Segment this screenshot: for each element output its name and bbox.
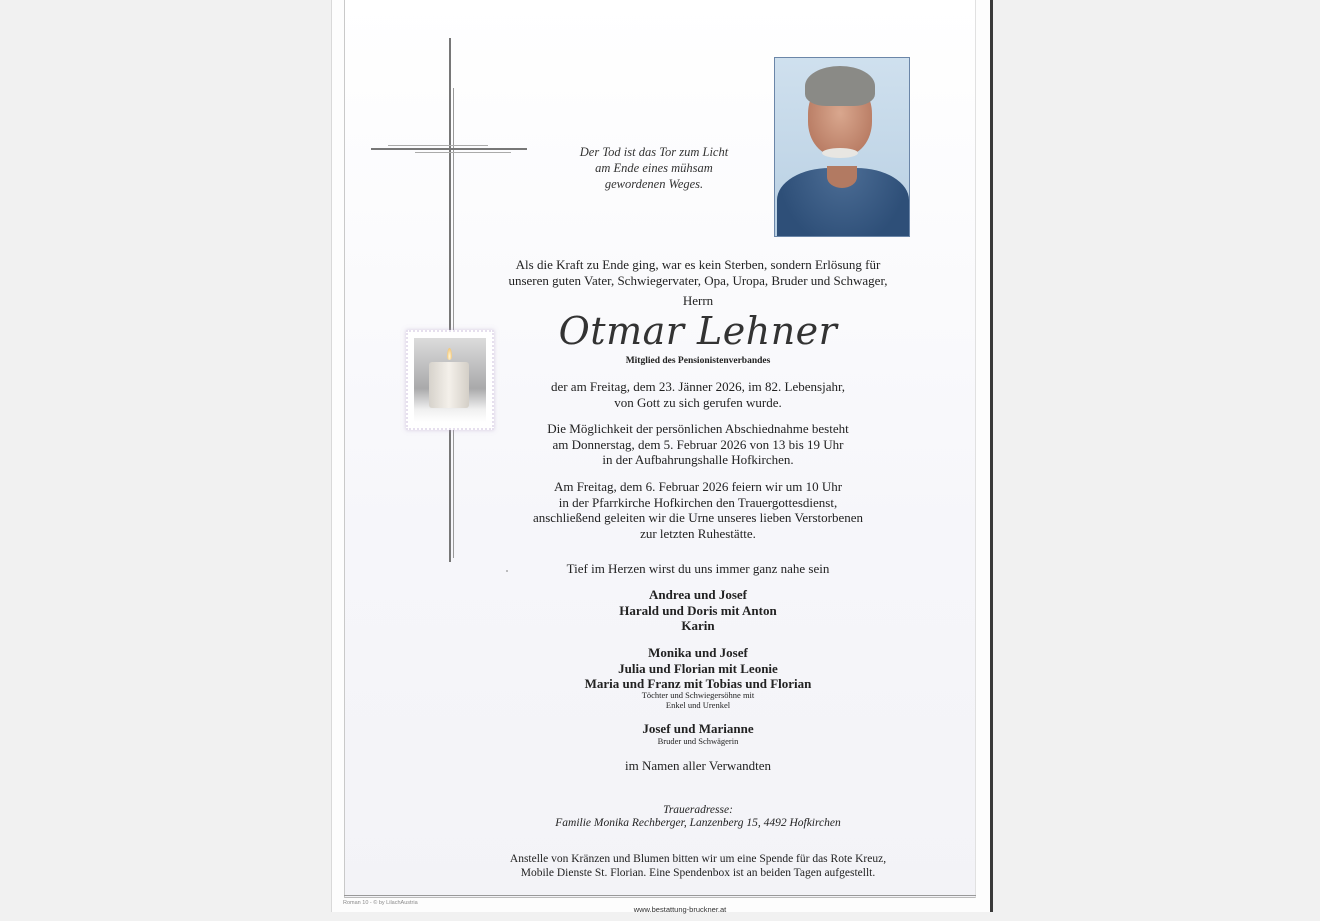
website-link[interactable]: www.bestattung-bruckner.at [633,905,727,914]
family-group-2: Monika und Josef Julia und Florian mit Leonie Maria und Franz mit Tobias und Florian [584,645,812,691]
membership: Mitglied des Pensionistenverbandes [625,356,771,366]
memorial-quote: Der Tod ist das Tor zum Licht am Ende eines mühsam gewordenen Weges. [579,145,729,191]
deceased-name: Otmar Lehner [558,309,838,353]
family-group-1: Andrea und Josef Harald und Doris mit Anton Karin [619,587,777,633]
donation-request: Anstelle von Kränzen und Blumen bitten wir um eine Spende für das Rote Kreuz, Mobile Dienste St. Florian. Eine Spendenbox ist an beiden Tagen aufgestellt. [509,853,887,879]
template-credit: Roman 10 - © by LilachAustria [343,900,418,906]
address-label: Traueradresse: [663,804,733,816]
bottom-rule [344,895,976,896]
family-group-3-relation: Bruder und Schwägerin [657,736,739,746]
mourning-address: Familie Monika Rechberger, Lanzenberg 15, 4492 Hofkirchen [555,817,841,829]
intro-text: Als die Kraft zu Ende ging, war es kein Sterben, sondern Erlösung für unseren guten Vater, Schwiegervater, Opa, Uropa, Bruder und Schwager, [508,257,888,288]
closing-line: Tief im Herzen wirst du uns immer ganz nahe sein [566,561,830,576]
salutation: Herrn [682,293,714,308]
portrait-photo [774,57,910,237]
viewing-info: Die Möglichkeit der persönlichen Abschiednahme besteht am Donnerstag, dem 5. Februar 2026 von 13 bis 19 Uhr in der Aufbahrungshalle Hofkirchen. [547,421,849,467]
death-notice: der am Freitag, dem 23. Jänner 2026, im 82. Lebensjahr, von Gott zu sich gerufen wurde. [550,379,846,410]
service-info: Am Freitag, dem 6. Februar 2026 feiern wir um 10 Uhr in der Pfarrkirche Hofkirchen den Trauergottesdienst, anschließend geleiten wir die Urne unseres lieben Verstorbenen zur letzten Ruhestätte. [532,479,864,541]
candle-icon [429,362,469,408]
relatives-line: im Namen aller Verwandten [625,758,771,773]
flame-icon [447,348,452,360]
speck [506,570,508,572]
family-group-3: Josef und Marianne [642,721,754,736]
family-group-2-relation: Töchter und Schwiegersöhne mit Enkel und Urenkel [641,690,755,710]
